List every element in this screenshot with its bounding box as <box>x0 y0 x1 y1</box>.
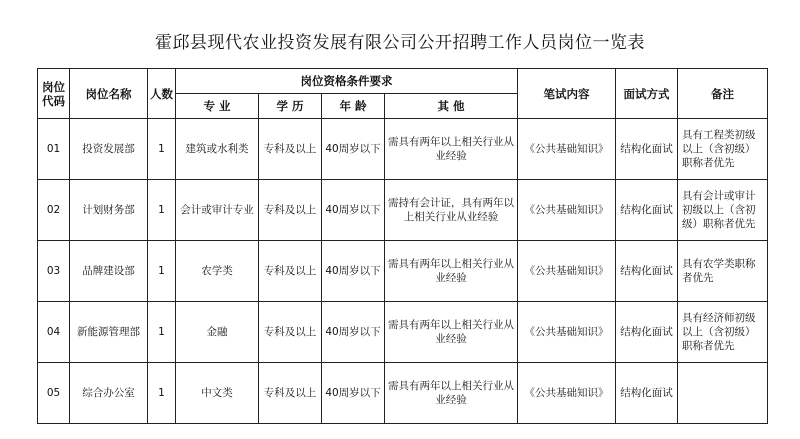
cell-code: 02 <box>38 180 70 241</box>
cell-other: 需具有两年以上相关行业从业经验 <box>385 241 518 302</box>
cell-other: 需具有两年以上相关行业从业经验 <box>385 363 518 424</box>
cell-exam: 《公共基础知识》 <box>518 302 616 363</box>
cell-age: 40周岁以下 <box>322 180 385 241</box>
cell-age: 40周岁以下 <box>322 302 385 363</box>
cell-major: 农学类 <box>176 241 259 302</box>
header-code: 岗位代码 <box>38 69 70 119</box>
cell-interview: 结构化面试 <box>616 363 678 424</box>
header-requirements: 岗位资格条件要求 <box>176 69 518 94</box>
cell-other: 需具有两年以上相关行业从业经验 <box>385 302 518 363</box>
cell-name: 计划财务部 <box>70 180 148 241</box>
cell-other: 需持有会计证，具有两年以上相关行业从业经验 <box>385 180 518 241</box>
cell-major: 建筑或水利类 <box>176 119 259 180</box>
cell-age: 40周岁以下 <box>322 241 385 302</box>
header-interview: 面试方式 <box>616 69 678 119</box>
cell-remark: 具有会计或审计初级以上（含初级）职称者优先 <box>678 180 768 241</box>
header-name: 岗位名称 <box>70 69 148 119</box>
page-title: 霍邱县现代农业投资发展有限公司公开招聘工作人员岗位一览表 <box>155 33 645 53</box>
header-count: 人数 <box>148 69 176 119</box>
table-row <box>38 119 768 180</box>
cell-interview: 结构化面试 <box>616 119 678 180</box>
cell-code: 05 <box>38 363 70 424</box>
header-age: 年 龄 <box>322 94 385 119</box>
cell-education: 专科及以上 <box>259 363 322 424</box>
cell-education: 专科及以上 <box>259 180 322 241</box>
header-other: 其 他 <box>385 94 518 119</box>
cell-code: 01 <box>38 119 70 180</box>
cell-education: 专科及以上 <box>259 302 322 363</box>
cell-remark: 具有经济师初级以上（含初级）职称者优先 <box>678 302 768 363</box>
cell-count: 1 <box>148 180 176 241</box>
header-major: 专 业 <box>176 94 259 119</box>
cell-name: 品牌建设部 <box>70 241 148 302</box>
cell-count: 1 <box>148 119 176 180</box>
table-row <box>38 302 768 363</box>
cell-education: 专科及以上 <box>259 119 322 180</box>
cell-exam: 《公共基础知识》 <box>518 119 616 180</box>
header-row-1 <box>38 69 768 94</box>
table-row <box>38 180 768 241</box>
cell-age: 40周岁以下 <box>322 363 385 424</box>
cell-age: 40周岁以下 <box>322 119 385 180</box>
cell-code: 04 <box>38 302 70 363</box>
cell-major: 会计或审计专业 <box>176 180 259 241</box>
cell-education: 专科及以上 <box>259 241 322 302</box>
header-exam: 笔试内容 <box>518 69 616 119</box>
cell-exam: 《公共基础知识》 <box>518 180 616 241</box>
cell-remark: 具有工程类初级以上（含初级）职称者优先 <box>678 119 768 180</box>
cell-count: 1 <box>148 363 176 424</box>
cell-name: 新能源管理部 <box>70 302 148 363</box>
cell-remark: 具有农学类职称者优先 <box>678 241 768 302</box>
cell-count: 1 <box>148 302 176 363</box>
cell-major: 金融 <box>176 302 259 363</box>
positions-table <box>37 68 768 424</box>
cell-interview: 结构化面试 <box>616 241 678 302</box>
header-remark: 备注 <box>678 69 768 119</box>
cell-interview: 结构化面试 <box>616 302 678 363</box>
cell-name: 投资发展部 <box>70 119 148 180</box>
cell-major: 中文类 <box>176 363 259 424</box>
header-education: 学 历 <box>259 94 322 119</box>
table-row <box>38 241 768 302</box>
cell-count: 1 <box>148 241 176 302</box>
cell-interview: 结构化面试 <box>616 180 678 241</box>
cell-exam: 《公共基础知识》 <box>518 363 616 424</box>
cell-name: 综合办公室 <box>70 363 148 424</box>
table-row <box>38 363 768 424</box>
cell-remark <box>678 363 768 424</box>
cell-exam: 《公共基础知识》 <box>518 241 616 302</box>
cell-code: 03 <box>38 241 70 302</box>
cell-other: 需具有两年以上相关行业从业经验 <box>385 119 518 180</box>
